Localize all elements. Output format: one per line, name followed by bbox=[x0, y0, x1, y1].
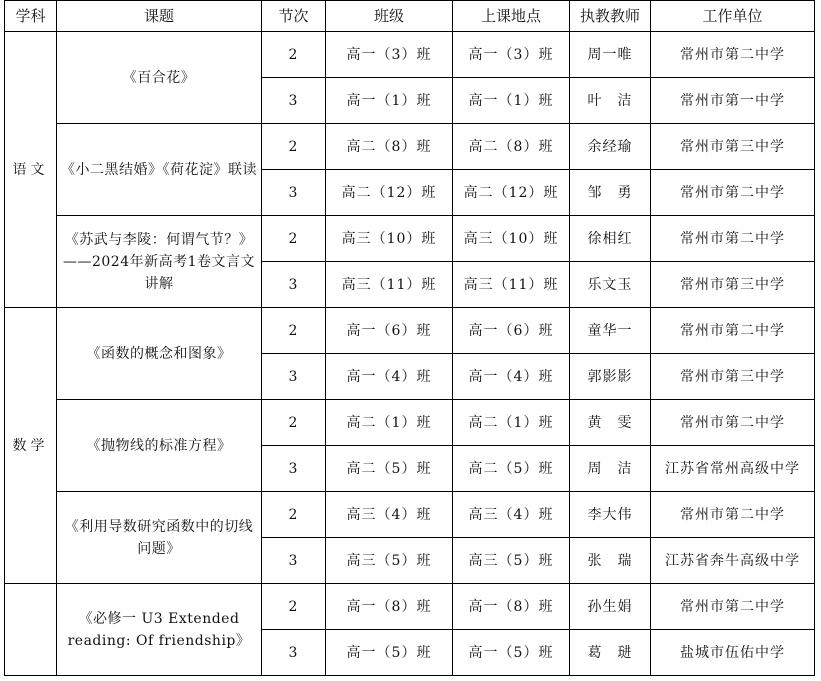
period-cell: 2 bbox=[262, 584, 326, 630]
period-cell: 3 bbox=[262, 170, 326, 216]
period-cell: 3 bbox=[262, 262, 326, 308]
unit-cell: 常州市第三中学 bbox=[651, 124, 815, 170]
period-cell: 2 bbox=[262, 308, 326, 354]
header-subject: 学科 bbox=[5, 1, 57, 32]
location-cell: 高一（8）班 bbox=[453, 584, 570, 630]
class-cell: 高二（5）班 bbox=[326, 446, 453, 492]
teacher-cell: 葛 琎 bbox=[570, 630, 651, 676]
topic-cell: 《利用导数研究函数中的切线问题》 bbox=[57, 492, 262, 584]
class-cell: 高二（1）班 bbox=[326, 400, 453, 446]
unit-cell: 常州市第三中学 bbox=[651, 262, 815, 308]
location-cell: 高二（1）班 bbox=[453, 400, 570, 446]
class-cell: 高一（6）班 bbox=[326, 308, 453, 354]
location-cell: 高一（6）班 bbox=[453, 308, 570, 354]
location-cell: 高三（4）班 bbox=[453, 492, 570, 538]
teacher-cell: 黄 雯 bbox=[570, 400, 651, 446]
class-cell: 高一（4）班 bbox=[326, 354, 453, 400]
unit-cell: 常州市第二中学 bbox=[651, 216, 815, 262]
period-cell: 3 bbox=[262, 630, 326, 676]
teacher-cell: 孙生娟 bbox=[570, 584, 651, 630]
teacher-cell: 周一唯 bbox=[570, 32, 651, 78]
unit-cell: 江苏省奔牛高级中学 bbox=[651, 538, 815, 584]
period-cell: 3 bbox=[262, 354, 326, 400]
unit-cell: 常州市第二中学 bbox=[651, 308, 815, 354]
class-cell: 高三（10）班 bbox=[326, 216, 453, 262]
topic-cell: 《百合花》 bbox=[57, 32, 262, 124]
header-teacher: 执教教师 bbox=[570, 1, 651, 32]
period-cell: 2 bbox=[262, 216, 326, 262]
schedule-table bbox=[4, 0, 815, 676]
subject-cell: 数学 bbox=[5, 308, 57, 584]
header-topic: 课题 bbox=[57, 1, 262, 32]
table-row bbox=[5, 124, 815, 170]
teacher-cell: 邹 勇 bbox=[570, 170, 651, 216]
teacher-cell: 郭影影 bbox=[570, 354, 651, 400]
class-cell: 高三（5）班 bbox=[326, 538, 453, 584]
topic-cell: 《必修一 U3 Extended reading: Of friendship》 bbox=[57, 584, 262, 676]
table-row bbox=[5, 32, 815, 78]
location-cell: 高一（5）班 bbox=[453, 630, 570, 676]
unit-cell: 常州市第二中学 bbox=[651, 492, 815, 538]
unit-cell: 常州市第三中学 bbox=[651, 354, 815, 400]
class-cell: 高一（8）班 bbox=[326, 584, 453, 630]
class-cell: 高二（8）班 bbox=[326, 124, 453, 170]
table-row bbox=[5, 400, 815, 446]
class-cell: 高一（1）班 bbox=[326, 78, 453, 124]
subject-cell bbox=[5, 584, 57, 676]
location-cell: 高一（1）班 bbox=[453, 78, 570, 124]
topic-cell: 《函数的概念和图象》 bbox=[57, 308, 262, 400]
topic-cell: 《小二黑结婚》《荷花淀》联读 bbox=[57, 124, 262, 216]
subject-cell: 语文 bbox=[5, 32, 57, 308]
class-cell: 高三（11）班 bbox=[326, 262, 453, 308]
class-cell: 高一（3）班 bbox=[326, 32, 453, 78]
header-period: 节次 bbox=[262, 1, 326, 32]
period-cell: 2 bbox=[262, 32, 326, 78]
period-cell: 2 bbox=[262, 124, 326, 170]
location-cell: 高三（10）班 bbox=[453, 216, 570, 262]
unit-cell: 江苏省常州高级中学 bbox=[651, 446, 815, 492]
location-cell: 高二（5）班 bbox=[453, 446, 570, 492]
teacher-cell: 李大伟 bbox=[570, 492, 651, 538]
header-unit: 工作单位 bbox=[651, 1, 815, 32]
table-row bbox=[5, 308, 815, 354]
teacher-cell: 余经瑜 bbox=[570, 124, 651, 170]
teacher-cell: 乐文玉 bbox=[570, 262, 651, 308]
teacher-cell: 童华一 bbox=[570, 308, 651, 354]
location-cell: 高三（11）班 bbox=[453, 262, 570, 308]
unit-cell: 常州市第二中学 bbox=[651, 400, 815, 446]
class-cell: 高二（12）班 bbox=[326, 170, 453, 216]
period-cell: 3 bbox=[262, 78, 326, 124]
teacher-cell: 叶 洁 bbox=[570, 78, 651, 124]
unit-cell: 常州市第二中学 bbox=[651, 170, 815, 216]
topic-cell: 《抛物线的标准方程》 bbox=[57, 400, 262, 492]
period-cell: 3 bbox=[262, 538, 326, 584]
table-row bbox=[5, 584, 815, 630]
unit-cell: 盐城市伍佑中学 bbox=[651, 630, 815, 676]
table-row bbox=[5, 492, 815, 538]
header-row bbox=[5, 1, 815, 32]
teacher-cell: 周 洁 bbox=[570, 446, 651, 492]
location-cell: 高一（4）班 bbox=[453, 354, 570, 400]
location-cell: 高二（8）班 bbox=[453, 124, 570, 170]
location-cell: 高二（12）班 bbox=[453, 170, 570, 216]
period-cell: 2 bbox=[262, 400, 326, 446]
class-cell: 高三（4）班 bbox=[326, 492, 453, 538]
header-class: 班级 bbox=[326, 1, 453, 32]
teacher-cell: 徐相红 bbox=[570, 216, 651, 262]
unit-cell: 常州市第一中学 bbox=[651, 78, 815, 124]
unit-cell: 常州市第二中学 bbox=[651, 32, 815, 78]
location-cell: 高一（3）班 bbox=[453, 32, 570, 78]
class-cell: 高一（5）班 bbox=[326, 630, 453, 676]
topic-cell: 《苏武与李陵：何谓气节？》——2024年新高考1卷文言文讲解 bbox=[57, 216, 262, 308]
unit-cell: 常州市第二中学 bbox=[651, 584, 815, 630]
table-row bbox=[5, 216, 815, 262]
period-cell: 3 bbox=[262, 446, 326, 492]
header-location: 上课地点 bbox=[453, 1, 570, 32]
period-cell: 2 bbox=[262, 492, 326, 538]
teacher-cell: 张 瑞 bbox=[570, 538, 651, 584]
location-cell: 高三（5）班 bbox=[453, 538, 570, 584]
